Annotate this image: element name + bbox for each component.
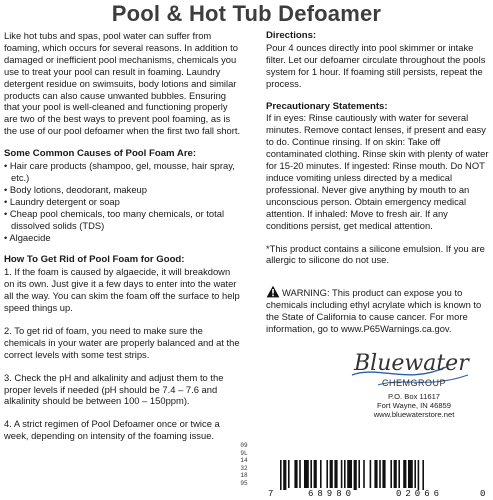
- howto-step: 3. Check the pH and alkalinity and adjust them to the proper levels if needed (pH should be 7.4 – 7.6 and alkalinity should be between 100 – 150ppm).: [4, 371, 224, 407]
- barcode-digit-last: 0: [480, 489, 486, 499]
- barcode-bar: [363, 460, 365, 488]
- barcode-bar: [283, 460, 286, 490]
- barcode-bar: [347, 460, 352, 488]
- barcode-bar: [310, 460, 312, 488]
- barcode-bars: [268, 460, 490, 490]
- logo-name: Bluewater: [354, 351, 469, 376]
- intro-paragraph: Like hot tubs and spas, pool water can suffer from foaming, which occurs for several reasons. In addition to damaged or inefficient pool mechanisms, chemicals you use to treat your pool can result in foaming. Laundry detergent residue on swimsuits, body lotions and similar products can also cause unwanted bubbles. Ensuring that your pool is well-cleaned and functioning properly are two of the best ways to prevent pool foaming, as is the use of our pool defoamer when the first two fall short.: [4, 30, 241, 137]
- howto-step: 4. A strict regimen of Pool Defoamer once or twice a week, depending on intensity of the foaming issue.: [4, 418, 220, 442]
- barcode-bar: [358, 460, 360, 488]
- lot-line: 95: [240, 479, 248, 487]
- warning-text: WARNING: This product can expose you to chemicals including ethyl acrylate which is known to the State of California to cause cancer. For more information, go to www.P65Warnings.ca.gov.: [266, 287, 482, 334]
- logo-address: [348, 392, 480, 420]
- lot-line: 14: [240, 457, 248, 464]
- right-column: [266, 30, 490, 277]
- howto-section: [4, 254, 242, 442]
- list-item: • Laundry detergent or soap: [4, 195, 120, 207]
- directions-heading: Directions:: [266, 30, 317, 41]
- silicone-note: *This product contains a silicone emulsion. If you are allergic to silicone do not use.: [266, 242, 485, 266]
- precautions-text: If in eyes: Rinse cautiously with water for several minutes. Remove contact lenses, if present and easy to do. Continue rinsing. If on skin: Take off contaminated clothing. Rinse skin with plenty of water for 15-20 minutes. If ingested: Rinse mouth. Do NOT induce vomiting unless directed by a medical professional. Never give anything by mouth to an unconscious person. Obtain emergency medical attention. If inhaled: Move to fresh air. If any conditions persist, get medical attention.: [266, 112, 489, 231]
- barcode-bar: [418, 460, 420, 490]
- barcode-digits-left: 68980: [308, 489, 356, 499]
- barcode-bar: [299, 460, 301, 488]
- barcode-bar: [326, 460, 328, 488]
- brand-logo: [348, 345, 488, 453]
- warning-triangle-icon: [266, 285, 280, 298]
- list-item: • Cheap pool chemicals, too many chemicals, or total dissolved solids (TDS): [4, 207, 225, 231]
- barcode-bar: [379, 460, 381, 488]
- lot-line: 09: [240, 442, 248, 449]
- address-line: Fort Wayne, IN 46859: [376, 401, 451, 411]
- howto-step: 2. To get rid of foam, you need to make sure the chemicals in your water are properly balanced and at the correct levels with some test strips.: [4, 324, 240, 360]
- upc-barcode: [268, 460, 490, 500]
- directions-section: [266, 30, 490, 90]
- barcode-bar: [304, 460, 309, 488]
- barcode-bar: [330, 460, 333, 488]
- barcode-bar: [403, 460, 406, 488]
- barcode-bar: [320, 460, 322, 488]
- barcode-bar: [344, 460, 346, 488]
- list-item: • Body lotions, deodorant, makeup: [4, 183, 147, 195]
- directions-text: Pour 4 ounces directly into pool skimmer or intake filter. Let our defoamer circulate throughout the pools system for 1 hour. If foaming still persists, repeat the process.: [266, 41, 486, 89]
- barcode-bar: [414, 460, 416, 488]
- lot-line: 9L: [240, 449, 248, 457]
- logo-sub: CHEMGROUP: [382, 378, 447, 388]
- barcode-bar: [422, 460, 424, 490]
- barcode-digits-right: 02066: [396, 489, 444, 499]
- barcode-bar: [314, 460, 317, 488]
- howto-heading: How To Get Rid of Pool Foam for Good:: [4, 254, 185, 266]
- precautions-section: [266, 101, 490, 232]
- barcode-bar: [370, 460, 372, 488]
- page-title: Pool & Hot Tub Defoamer: [111, 1, 382, 26]
- barcode-bar: [374, 460, 377, 488]
- left-column: [4, 30, 242, 453]
- barcode-bar: [354, 460, 357, 490]
- address-line: P.O. Box 11617: [387, 392, 441, 401]
- list-item: • Hair care products (shampoo, gel, mousse, hair spray, etc.): [4, 160, 235, 183]
- causes-list: [4, 160, 242, 243]
- barcode-bar: [280, 460, 282, 490]
- causes-heading: Some Common Causes of Pool Foam Are:: [4, 148, 197, 160]
- barcode-bar: [341, 460, 343, 488]
- barcode-bar: [288, 460, 290, 488]
- list-item: • Algaecide: [4, 231, 51, 243]
- precautions-heading: Precautionary Statements:: [266, 100, 388, 112]
- prop65-warning: [266, 285, 490, 335]
- lot-line: 18: [240, 472, 248, 479]
- barcode-bar: [398, 460, 400, 488]
- barcode-bar: [394, 460, 397, 488]
- barcode-bar: [390, 460, 392, 488]
- lot-code: [238, 442, 250, 487]
- barcode-bar: [408, 460, 413, 488]
- causes-section: [4, 148, 242, 243]
- barcode-bar: [294, 460, 297, 488]
- barcode-bar: [334, 460, 337, 488]
- barcode-bar: [382, 460, 385, 488]
- address-line: www.bluewaterstore.net: [373, 410, 455, 420]
- barcode-digit-first: 7: [268, 489, 274, 499]
- lot-line: 32: [240, 464, 248, 472]
- howto-step: 1. If the foam is caused by algaecide, it will breakdown on its own. Just give it a few days to enter into the water all the way. You can skim the foam off the surface to help speed things up.: [4, 266, 240, 314]
